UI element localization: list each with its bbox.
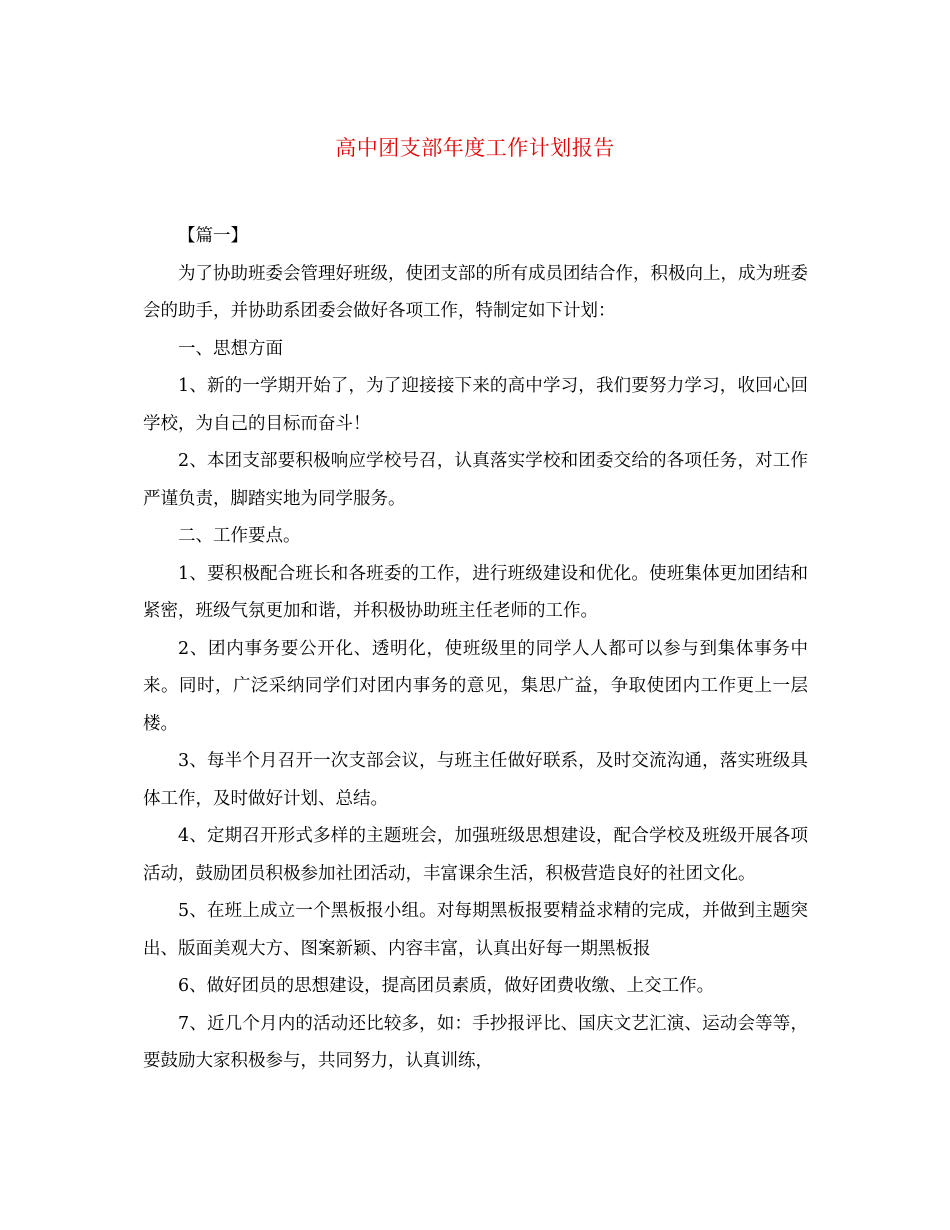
- document-body: [143, 218, 808, 1081]
- document-title: 高中团支部年度工作计划报告: [335, 136, 615, 160]
- paragraph-work-2: 2、团内事务要公开化、透明化，使班级里的同学人人都可以参与到集体事务中来。同时，广泛采纳同学们对团内事务的意见，集思广益，争取使团内工作更上一层楼。: [143, 638, 808, 734]
- paragraph-work-5: 5、在班上成立一个黑板报小组。对每期黑板报要精益求精的完成，并做到主题突出、版面美观大方、图案新颖、内容丰富，认真出好每一期黑板报: [143, 901, 808, 959]
- paragraph-intro: 为了协助班委会管理好班级，使团支部的所有成员团结合作，积极向上，成为班委会的助手，并协助系团委会做好各项工作，特制定如下计划：: [143, 263, 808, 321]
- section-label: 【篇一】: [178, 226, 248, 246]
- paragraph-work-4: 4、定期召开形式多样的主题班会，加强班级思想建设，配合学校及班级开展各项活动，鼓励团员积极参加社团活动，丰富课余生活，积极营造良好的社团文化。: [143, 826, 808, 884]
- paragraph-thought-2: 2、本团支部要积极响应学校号召，认真落实学校和团委交给的各项任务，对工作严谨负责，脚踏实地为同学服务。: [143, 451, 808, 509]
- paragraph-thought-1: 1、新的一学期开始了，为了迎接接下来的高中学习，我们要努力学习，收回心回学校，为自己的目标而奋斗！: [143, 376, 808, 434]
- heading-work-points: 二、工作要点。: [178, 526, 301, 546]
- paragraph-work-3: 3、每半个月召开一次支部会议，与班主任做好联系，及时交流沟通，落实班级具体工作，及时做好计划、总结。: [143, 751, 808, 809]
- paragraph-work-1: 1、要积极配合班长和各班委的工作，进行班级建设和优化。使班集体更加团结和紧密，班级气氛更加和谐，并积极协助班主任老师的工作。: [143, 563, 808, 621]
- heading-thought: 一、思想方面: [178, 338, 283, 359]
- paragraph-work-6: 6、做好团员的思想建设，提高团员素质，做好团费收缴、上交工作。: [178, 976, 715, 996]
- paragraph-work-7: 7、近几个月内的活动还比较多，如：手抄报评比、国庆文艺汇演、运动会等等，要鼓励大家积极参与，共同努力，认真训练，: [143, 1013, 808, 1071]
